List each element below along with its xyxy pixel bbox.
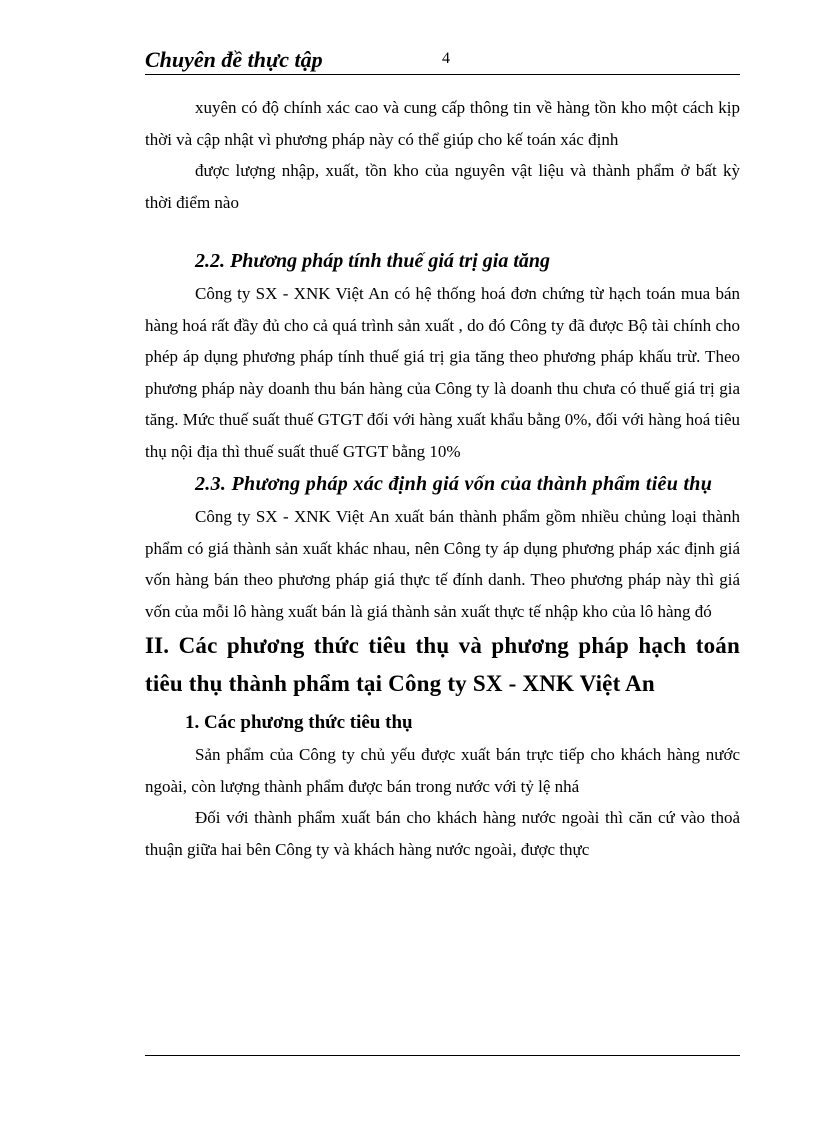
header-title: Chuyên đề thực tập bbox=[145, 47, 323, 72]
page-body bbox=[145, 92, 740, 865]
paragraph-export: Đối với thành phẩm xuất bán cho khách hàng nước ngoài thì căn cứ vào thoả thuận giữa hai bên Công ty và khách hàng nước ngoài, được thực bbox=[145, 808, 740, 859]
heading-section-II: II. Các phương thức tiêu thụ và phương pháp hạch toán tiêu thụ thành phẩm tại Công ty SX - XNK Việt An bbox=[145, 633, 740, 696]
paragraph-inventory: được lượng nhập, xuất, tồn kho của nguyên vật liệu và thành phẩm ở bất kỳ thời điểm nào bbox=[145, 161, 740, 212]
page-header bbox=[145, 44, 740, 75]
paragraph-continuation: xuyên có độ chính xác cao và cung cấp thông tin về hàng tồn kho một cách kịp thời và cập nhật vì phương pháp này có thể giúp cho kế toán xác định bbox=[145, 98, 740, 149]
heading-1: 1. Các phương thức tiêu thụ bbox=[185, 712, 413, 733]
heading-2-2: 2.2. Phương pháp tính thuế giá trị gia tăng bbox=[195, 250, 551, 272]
paragraph-cost: Công ty SX - XNK Việt An xuất bán thành phẩm gồm nhiều chủng loại thành phẩm có giá thành sản xuất khác nhau, nên Công ty áp dụng phương pháp xác định giá vốn hàng bán theo phương pháp giá thực tế đính danh. Theo phương pháp này thì giá vốn của mỗi lô hàng xuất bán là giá thành sản xuất thực tế nhập kho của lô hàng đó bbox=[145, 507, 740, 621]
page-number: 4 bbox=[442, 50, 450, 67]
footer-rule bbox=[145, 1055, 740, 1056]
paragraph-vat: Công ty SX - XNK Việt An có hệ thống hoá đơn chứng từ hạch toán mua bán hàng hoá rất đầy đủ cho cả quá trình sản xuất , do đó Công ty đã được Bộ tài chính cho phép áp dụng phương pháp tính thuế giá trị gia tăng theo phương pháp khấu trừ. Theo phương pháp này doanh thu bán hàng của Công ty là doanh thu chưa có thuế giá trị gia tăng. Mức thuế suất thuế GTGT đối với hàng xuất khẩu bằng 0%, đối với hàng hoá tiêu thụ nội địa thì thuế suất thuế GTGT bằng 10% bbox=[145, 284, 740, 461]
heading-2-3: 2.3. Phương pháp xác định giá vốn của thành phẩm tiêu thụ bbox=[195, 473, 713, 495]
paragraph-sales: Sản phẩm của Công ty chủ yếu được xuất bán trực tiếp cho khách hàng nước ngoài, còn lượng thành phẩm được bán trong nước với tỷ lệ nhá bbox=[145, 745, 740, 796]
